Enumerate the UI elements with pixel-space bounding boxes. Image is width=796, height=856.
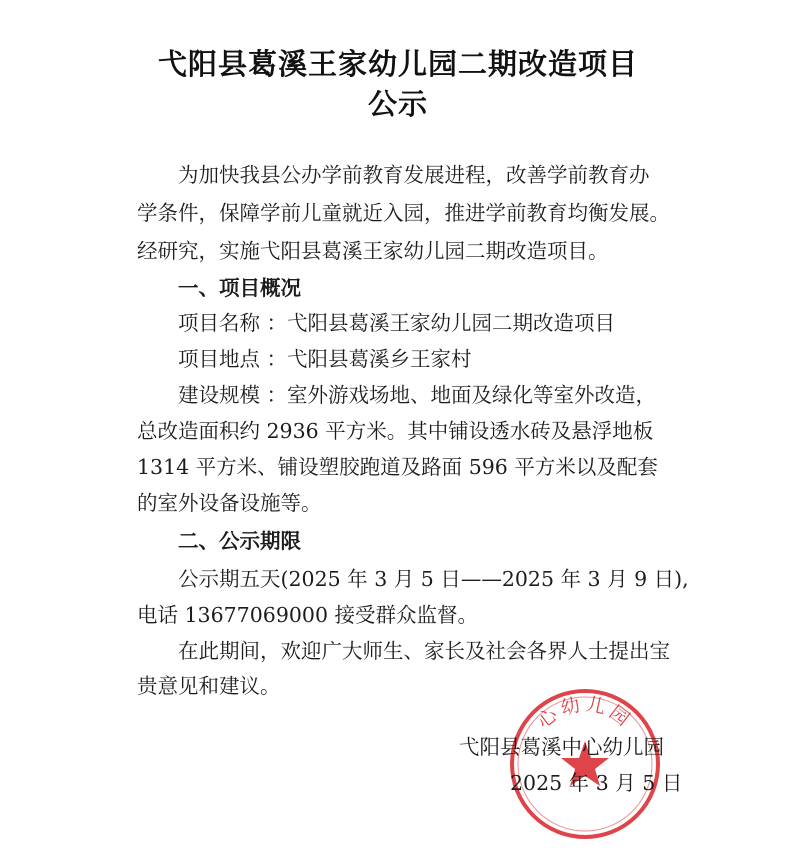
title-line-2: 公示 [367,87,428,121]
invite-line: 贵意见和建议。 [137,674,281,698]
intro-line: 为加快我县公办学前教育发展进程，改善学前教育办 [178,163,650,187]
official-seal [506,685,664,843]
signature-date: 2025 年 3 月 5 日 [510,771,683,795]
notice-period-line: 公示期五天(2025 年 3 月 5 日——2025 年 3 月 9 日), [178,567,689,591]
notice-phone-line: 电话 13677069000 接受群众监督。 [137,603,479,627]
intro-line: 经研究，实施弋阳县葛溪王家幼儿园二期改造项目。 [137,239,609,263]
project-scale-line: 建设规模 ：室外游戏场地、地面及绿化等室外改造， [178,383,657,407]
project-scale-line: 的室外设备设施等。 [137,491,322,515]
svg-text:心幼儿园: 心幼儿园 [533,693,637,733]
intro-line: 学条件，保障学前儿童就近入园，推进学前教育均衡发展。 [137,201,670,225]
project-scale-line: 1314 平方米、铺设塑胶跑道及路面 596 平方米以及配套 [137,455,658,479]
project-scale-line: 总改造面积约 2936 平方米。其中铺设透水砖及悬浮地板 [137,419,654,443]
project-location: 项目地点 ：弋阳县葛溪乡王家村 [178,347,472,371]
project-name: 项目名称 ：弋阳县葛溪王家幼儿园二期改造项目 [178,311,616,335]
section-heading: 二、公示期限 [178,529,301,553]
invite-line: 在此期间，欢迎广大师生、家长及社会各界人士提出宝 [178,639,670,663]
section-heading: 一、项目概况 [178,276,301,300]
title-line-1: 弋阳县葛溪王家幼儿园二期改造项目 [157,47,638,81]
signature-org: 弋阳县葛溪中心幼儿园 [459,735,664,759]
